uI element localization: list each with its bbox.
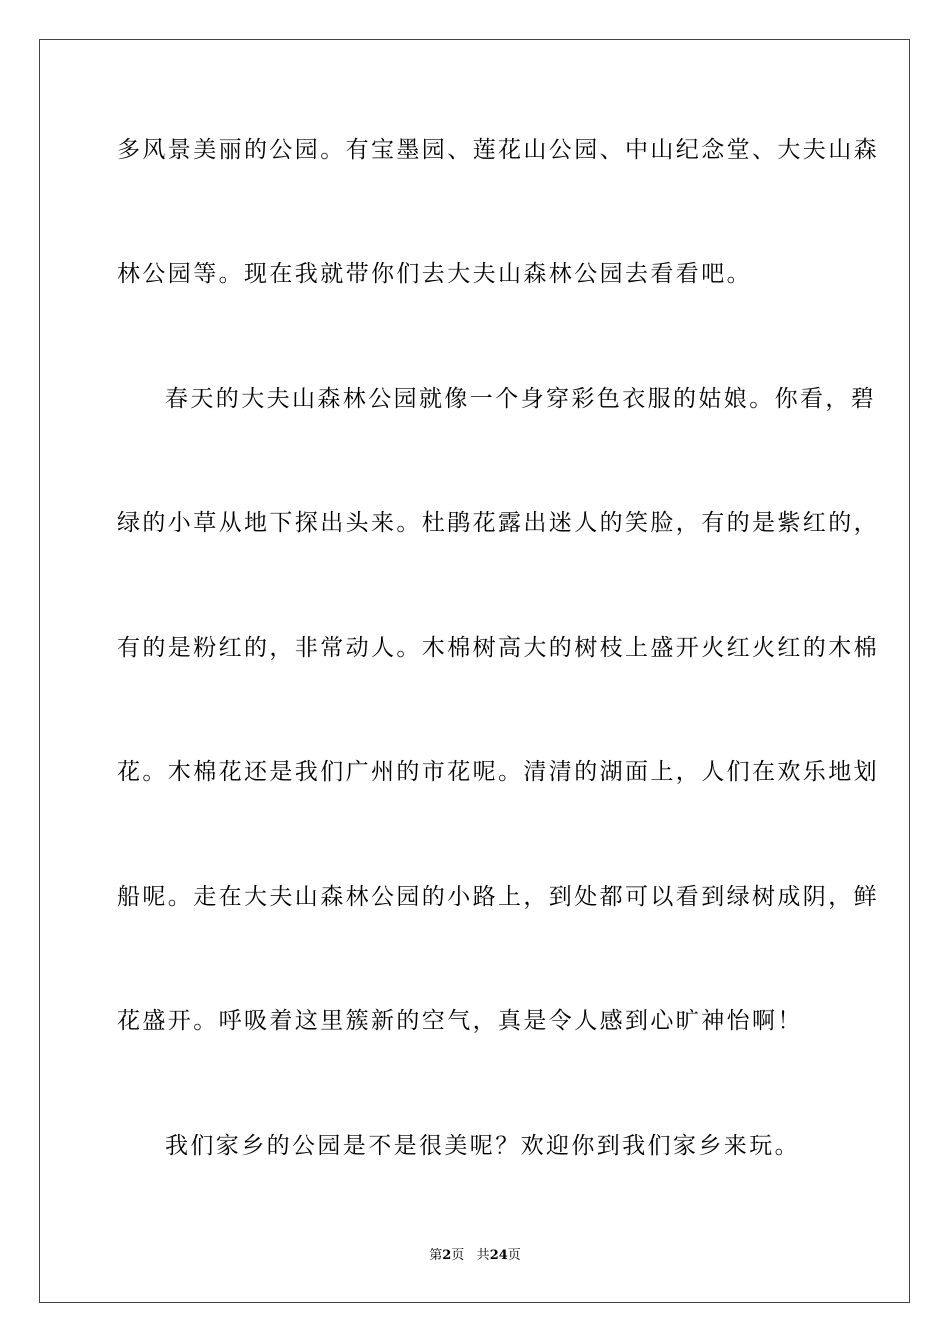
body-text-line-6: 花。木棉花还是我们广州的市花呢。清清的湖面上，人们在欢乐地划 [117,759,879,785]
body-text-line-3: 春天的大夫山森林公园就像一个身穿彩色衣服的姑娘。你看，碧 [165,386,877,412]
page-suffix: 页 [451,1248,465,1263]
total-pages: 24 [489,1248,508,1263]
body-text-line-1: 多风景美丽的公园。有宝墨园、莲花山公园、中山纪念堂、大夫山森 [117,137,879,163]
body-text-line-9: 我们家乡的公园是不是很美呢？欢迎你到我们家乡来玩。 [165,1133,800,1159]
page-border [39,39,910,1303]
total-prefix: 共 [476,1248,490,1263]
body-text-line-5: 有的是粉红的，非常动人。木棉树高大的树枝上盛开火红火红的木棉 [117,635,879,661]
body-text-line-4: 绿的小草从地下探出头来。杜鹃花露出迷人的笑脸，有的是紫红的， [117,510,879,536]
page-number: 2 [442,1248,452,1263]
page-prefix: 第 [429,1248,443,1263]
body-text-line-2: 林公园等。现在我就带你们去大夫山森林公园去看看吧。 [117,261,752,287]
body-text-line-8: 花盛开。呼吸着这里簇新的空气，真是令人感到心旷神怡啊！ [117,1008,803,1034]
total-suffix: 页 [507,1248,521,1263]
page-footer [0,1247,950,1265]
body-text-line-7: 船呢。走在大夫山森林公园的小路上，到处都可以看到绿树成阴，鲜 [117,884,879,910]
